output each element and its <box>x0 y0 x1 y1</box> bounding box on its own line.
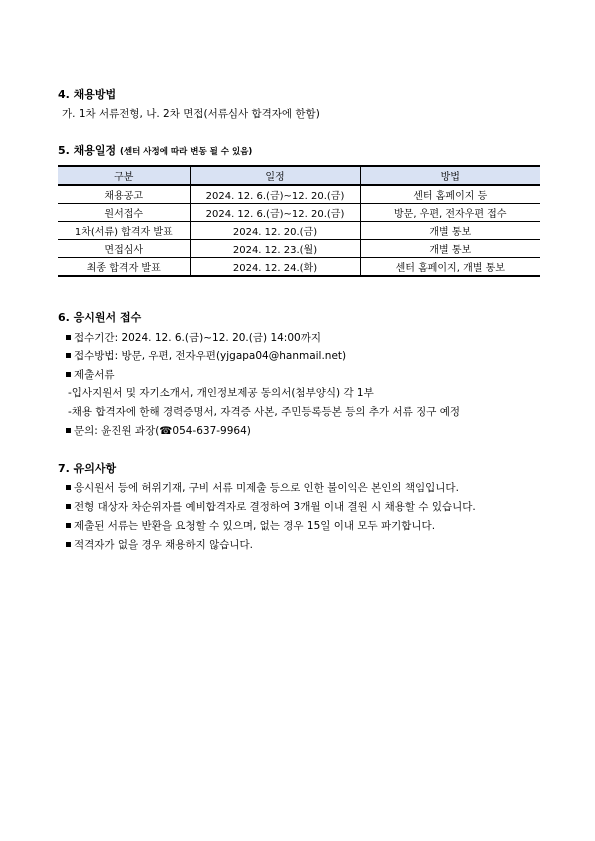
table-row <box>58 185 540 204</box>
section-5-title-text: 5. 채용일정 <box>58 144 117 157</box>
section-4-title: 4. 채용방법 <box>58 88 117 101</box>
cell-method: 개별 통보 <box>360 240 540 258</box>
list-item <box>66 423 251 438</box>
header-schedule: 일정 <box>190 166 360 185</box>
notice-text: 제출된 서류는 반환을 요청할 수 있으며, 없는 경우 15일 이내 모두 파기합니다. <box>74 520 436 532</box>
table-row <box>58 222 540 240</box>
section-6-title: 6. 응시원서 접수 <box>58 311 142 324</box>
table-row <box>58 258 540 277</box>
list-item <box>66 348 346 363</box>
section-5-title <box>58 142 252 158</box>
list-item <box>66 480 459 495</box>
doc-item-2: -채용 합격자에 한해 경력증명서, 자격증 사본, 주민등록등본 등의 추가 서류 징구 예정 <box>68 406 461 418</box>
cell-schedule: 2024. 12. 23.(월) <box>190 240 360 258</box>
notice-text: 적격자가 없을 경우 채용하지 않습니다. <box>74 539 253 551</box>
cell-category: 채용공고 <box>58 185 190 204</box>
bullet-square-icon <box>66 353 71 358</box>
cell-schedule: 2024. 12. 6.(금)~12. 20.(금) <box>190 185 360 204</box>
cell-category: 1차(서류) 합격자 발표 <box>58 222 190 240</box>
cell-schedule: 2024. 12. 20.(금) <box>190 222 360 240</box>
section-5-note: (센터 사정에 따라 변동 될 수 있음) <box>120 147 253 157</box>
table-row <box>58 204 540 222</box>
section-7-title: 7. 유의사항 <box>58 462 117 475</box>
list-item <box>66 367 115 382</box>
cell-schedule: 2024. 12. 6.(금)~12. 20.(금) <box>190 204 360 222</box>
contact-text: 문의: 윤진원 과장(☎054-637-9964) <box>74 425 251 437</box>
bullet-square-icon <box>66 523 71 528</box>
bullet-square-icon <box>66 428 71 433</box>
period-text: 접수기간: 2024. 12. 6.(금)~12. 20.(금) 14:00까지 <box>74 332 321 344</box>
bullet-square-icon <box>66 504 71 509</box>
cell-category: 원서접수 <box>58 204 190 222</box>
header-method: 방법 <box>360 166 540 185</box>
notice-text: 전형 대상자 차순위자를 예비합격자로 결정하여 3개월 이내 결원 시 채용할 수 있습니다. <box>74 501 476 513</box>
header-category: 구분 <box>58 166 190 185</box>
bullet-square-icon <box>66 372 71 377</box>
doc-item-1: -입사지원서 및 자기소개서, 개인정보제공 동의서(첨부양식) 각 1부 <box>68 387 374 399</box>
list-item <box>66 499 476 514</box>
bullet-square-icon <box>66 485 71 490</box>
section-4-line: 가. 1차 서류전형, 나. 2차 면접(서류심사 합격자에 한함) <box>62 108 320 120</box>
cell-method: 개별 통보 <box>360 222 540 240</box>
bullet-square-icon <box>66 542 71 547</box>
table-row <box>58 240 540 258</box>
cell-category: 면접심사 <box>58 240 190 258</box>
cell-schedule: 2024. 12. 24.(화) <box>190 258 360 277</box>
list-item <box>66 518 435 533</box>
cell-method: 센터 홈페이지, 개별 통보 <box>360 258 540 277</box>
cell-method: 센터 홈페이지 등 <box>360 185 540 204</box>
notice-text: 응시원서 등에 허위기재, 구비 서류 미제출 등으로 인한 불이익은 본인의 책임입니다. <box>74 482 459 494</box>
cell-category: 최종 합격자 발표 <box>58 258 190 277</box>
list-item <box>66 537 253 552</box>
schedule-table <box>58 165 540 277</box>
bullet-square-icon <box>66 335 71 340</box>
method-text: 접수방법: 방문, 우편, 전자우편(yjgapa04@hanmail.net) <box>74 350 347 362</box>
list-item <box>66 330 321 345</box>
table-header-row <box>58 166 540 185</box>
cell-method: 방문, 우편, 전자우편 접수 <box>360 204 540 222</box>
docs-title: 제출서류 <box>74 369 115 381</box>
